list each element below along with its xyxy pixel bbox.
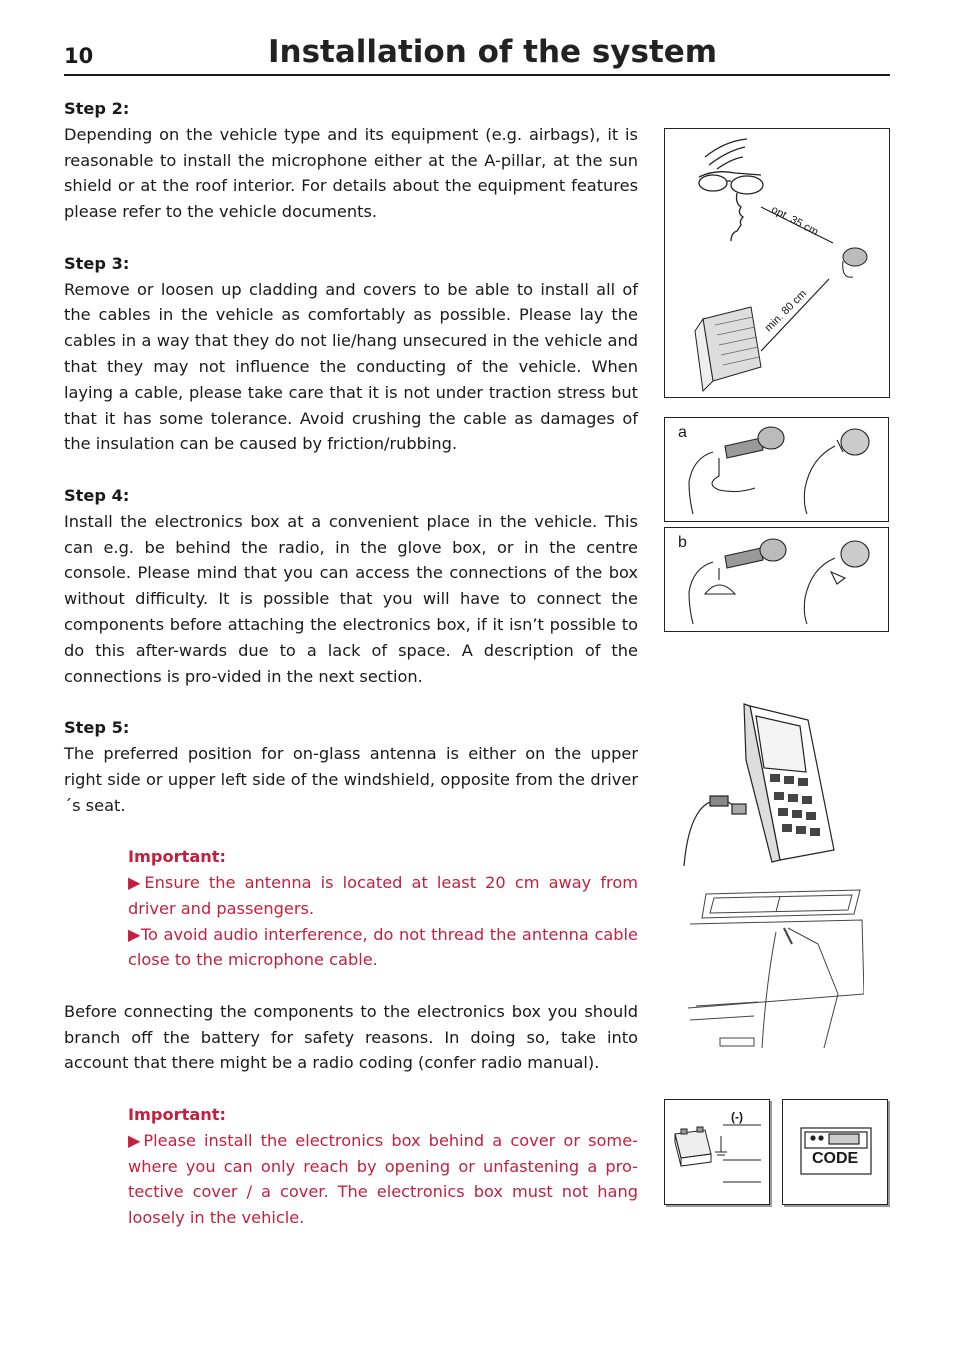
minimum-distance-label: min. 80 cm: [762, 287, 810, 335]
battery-figure: [664, 1099, 770, 1205]
page-title: Installation of the system: [268, 34, 718, 70]
microphone-distance-figure: [664, 128, 890, 398]
important-heading: Important:: [128, 847, 226, 867]
step-4-heading: Step 4:: [64, 485, 130, 505]
step-5-text: The preferred position for on-glass antenna is either on the upper right side or upper left side of the windshield, opposite from the driver´s seat.: [64, 743, 638, 815]
battery-note: Before connecting the components to the electronics box you should branch off the battery for safety reasons. In doing so, take into account that there might be a radio coding (confer radio manual).: [64, 1001, 638, 1073]
page-header: [64, 32, 890, 76]
battery-minus-label: (-): [731, 1110, 743, 1124]
optimal-distance-label: opt. 35 cm: [769, 203, 821, 239]
microphone-adhesive-illustration: [665, 528, 890, 633]
radio-code-figure: [782, 1099, 888, 1205]
windshield-illustration: [688, 884, 864, 1050]
important-notice-antenna: [128, 844, 638, 973]
microphone-mount-a-figure: [664, 417, 889, 522]
step-5-heading: Step 5:: [64, 718, 130, 738]
microphone-mount-b-figure: [664, 527, 889, 632]
step-4-text: Install the electronics box at a convenient place in the vehicle. This can e.g. be behind the radio, in the glove box, or in the centre console. Please mind that you can access the connections of the box without difficulty. It is possible that you will have to connect the components before attaching the electronics box, if it isn’t possible to do this after-wards due to a lack of space. A description of the connections is pro-vided in the next section.: [64, 511, 638, 686]
windshield-antenna-figure: [688, 884, 864, 1050]
step-3-text: Remove or loosen up cladding and covers to be able to install all of the cables in the vehicle as comfortably as possible. Please lay the cables in a way that they do not lie/hang unsecured in the vehicle and that they may not influence the conducting of the vehicle. When laying a cable, please take care that it is not under traction stress but that it has some tolerance. Avoid crushing the cable as damages of the insulation can be caused by friction/rubbing.: [64, 279, 638, 454]
battery-illustration: [665, 1100, 771, 1206]
step-2-heading: Step 2:: [64, 99, 130, 118]
figure-label-b: b: [678, 534, 687, 551]
important-bullet: ▶Please install the electronics box behind a cover or some-where you can only reach by opening or unfastening a pro-tective cover / a cover. The electronics box must not hang loosely in the vehicle.: [128, 1130, 638, 1228]
phone-cradle-illustration: [676, 700, 840, 868]
code-label: CODE: [812, 1150, 859, 1167]
important-notice-electronics-box: [128, 1102, 638, 1231]
microphone-clip-illustration: [665, 418, 890, 523]
page-number: 10: [64, 44, 94, 68]
driver-head-illustration: [665, 129, 891, 399]
step-3-heading: Step 3:: [64, 253, 130, 273]
phone-cradle-figure: [676, 700, 840, 868]
bullet-arrow-icon: ▶: [128, 924, 141, 944]
important-heading: Important:: [128, 1105, 226, 1125]
bullet-arrow-icon: ▶: [128, 1130, 144, 1150]
main-text-column: [64, 96, 638, 1231]
figure-label-a: a: [678, 424, 687, 441]
important-bullet: ▶Ensure the antenna is located at least 20 cm away from driver and passengers.: [128, 872, 639, 918]
step-2-text: Depending on the vehicle type and its equipment (e.g. airbags), it is reasonable to install the microphone either at the A-pillar, at the sun shield or at the roof interior. For details about the equipment features please refer to the vehicle documents.: [64, 124, 638, 222]
bullet-arrow-icon: ▶: [128, 872, 145, 892]
important-bullet: ▶To avoid audio interference, do not thread the antenna cable close to the microphone cable.: [128, 924, 638, 970]
